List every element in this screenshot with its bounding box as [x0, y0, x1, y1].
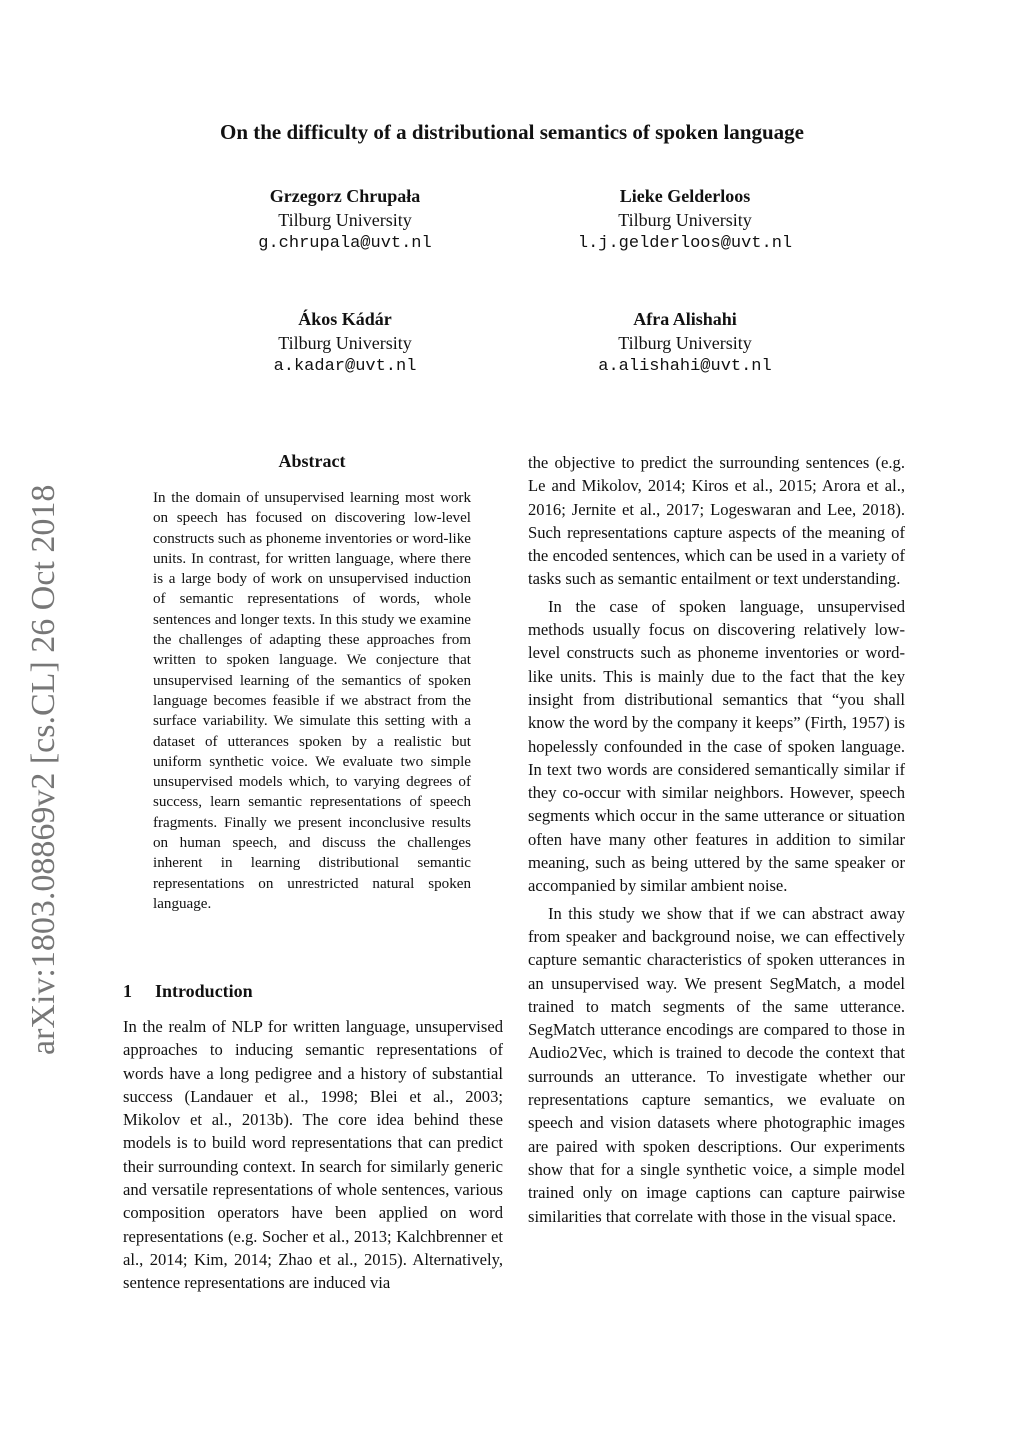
author-block: [505, 184, 865, 256]
body-paragraph: In the case of spoken language, unsupervised methods usually focus on discovering relatively low-level constructs such as phoneme inventories or word-like units. This is mainly due to the fact that the key insight from distributional semantics that “you shall know the word by the company it keeps” (Firth, 1957) is hopelessly confounded in the case of spoken language. In text two words are considered semantically similar if they co-occur with similar neighbors. However, speech segments which occur in the same utterance or situation often have many other features in addition to similar meaning, such as being uttered by the same speaker or accompanied by similar ambient noise.: [528, 596, 905, 896]
intro-paragraph: In the realm of NLP for written language, unsupervised approaches to inducing semantic representations of words have a long pedigree and a history of substantial success (Landauer et al., 1998; Blei et al., 2003; Mikolov et al., 2013b). The core idea behind these models is to build word representations that can predict their surrounding context. In search for similarly generic and versatile representations of whole sentences, various composition operators have been applied on word representations (e.g. Socher et al., 2013; Kalchbrenner et al., 2014; Kim, 2014; Zhao et al., 2015). Alternatively, sentence representations are induced via: [123, 1017, 503, 1293]
body-paragraph: the objective to predict the surrounding sentences (e.g. Le and Mikolov, 2014; Kiros et al., 2015; Arora et al., 2016; Jernite et al., 2017; Logeswaran and Lee, 2018). Such representations capture aspects of the meaning of the encoded sentences, which can be used in a variety of tasks such as semantic entailment or text understanding.: [528, 453, 905, 589]
author-affiliation: Tilburg University: [618, 333, 752, 353]
author-name: Afra Alishahi: [633, 309, 737, 329]
author-affiliation: Tilburg University: [618, 210, 752, 230]
author-email: a.alishahi@uvt.nl: [598, 357, 772, 376]
author-name: Grzegorz Chrupała: [269, 186, 421, 206]
section-number: 1: [123, 981, 132, 1001]
section-title: Introduction: [155, 981, 253, 1001]
author-email: g.chrupala@uvt.nl: [258, 234, 432, 253]
author-email: a.kadar@uvt.nl: [273, 357, 417, 376]
body-paragraph: In this study we show that if we can abstract away from speaker and background noise, we can effectively capture semantic characteristics of spoken utterances in an unsupervised way. We present SegMatch, a model trained to match segments of the same utterance. SegMatch utterance encodings are compared to those in Audio2Vec, which is trained to decode the context that surrounds an utterance. To investigate whether our representations capture semantics, we evaluate on speech and vision datasets where photographic images are paired with spoken descriptions. Our experiments show that for a single synthetic voice, a simple model trained only on image captions can capture pairwise similarities that correlate with those in the visual space.: [528, 903, 905, 1226]
author-name: Lieke Gelderloos: [619, 186, 751, 206]
author-name: Ákos Kádár: [298, 309, 392, 329]
author-affiliation: Tilburg University: [278, 333, 412, 353]
abstract-heading: Abstract: [278, 451, 346, 471]
author-affiliation: Tilburg University: [278, 210, 412, 230]
paper-title: On the difficulty of a distributional semantics of spoken language: [220, 120, 804, 144]
abstract-text: In the domain of unsupervised learning most work on speech has focused on discovering low-level constructs such as phoneme inventories or word-like units. In contrast, for written language, where there is a large body of work on unsupervised induction of semantic representations of words, whole sentences and longer texts. In this study we examine the challenges of adapting these approaches from written to spoken language. We conjecture that unsupervised learning of the semantics of spoken language becomes feasible if we abstract from the surface variability. We simulate this setting with a dataset of utterances spoken by a realistic but uniform synthetic voice. We evaluate two simple unsupervised models which, to varying degrees of success, learn semantic representations of speech fragments. Finally we present inconclusive results on human speech, and discuss the challenges inherent in learning distributional semantic representations on unrestricted natural spoken language.: [153, 490, 471, 912]
right-column: [528, 451, 905, 1232]
section-heading: [123, 978, 503, 1004]
author-block: [505, 307, 865, 379]
arxiv-identifier: arXiv:1803.08869v2 [cs.CL] 26 Oct 2018: [25, 484, 62, 1055]
author-email: l.j.gelderloos@uvt.nl: [577, 234, 793, 253]
author-block: [165, 307, 525, 379]
author-block: [165, 184, 525, 256]
